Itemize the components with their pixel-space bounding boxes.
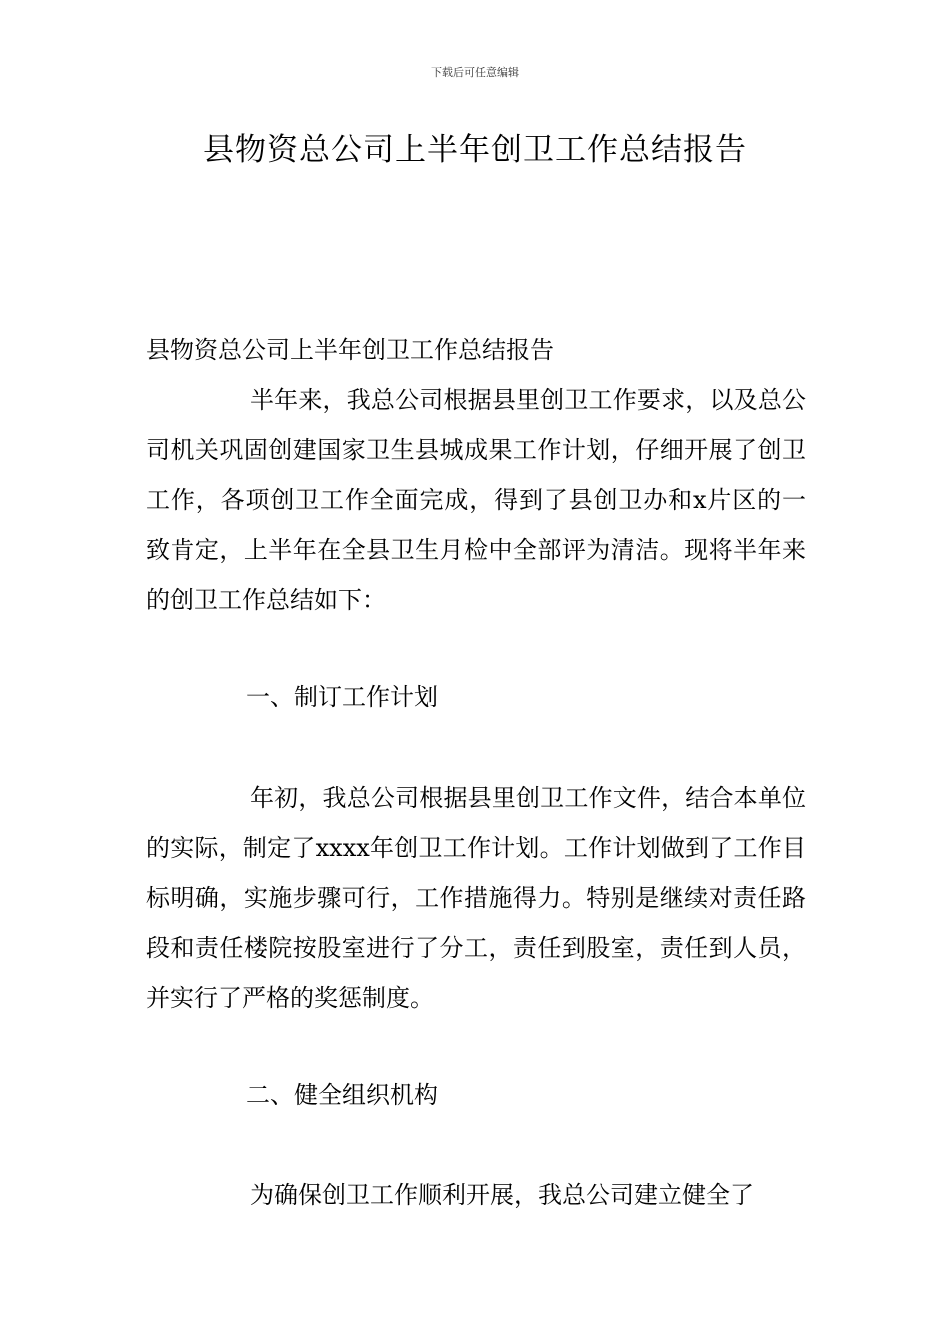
intro-paragraph: 半年来，我总公司根据县里创卫工作要求，以及总公司机关巩固创建国家卫生县城成果工作计划，仔细开展了创卫工作，各项创卫工作全面完成，得到了县创卫办和x片区的一致肯定，上半年在全县卫生月检中全部评为清洁。现将半年来的创卫工作总结如下： bbox=[146, 386, 806, 614]
section-2-paragraph: 为确保创卫工作顺利开展，我总公司建立健全了 bbox=[250, 1181, 754, 1209]
section-heading-1: 一、制订工作计划 bbox=[246, 683, 438, 711]
header-note: 下载后可任意编辑 bbox=[431, 66, 519, 79]
document-title: 县物资总公司上半年创卫工作总结报告 bbox=[203, 132, 747, 168]
subtitle: 县物资总公司上半年创卫工作总结报告 bbox=[146, 336, 554, 364]
section-1-paragraph: 年初，我总公司根据县里创卫工作文件，结合本单位的实际，制定了xxxx年创卫工作计划。工作计划做到了工作目标明确，实施步骤可行，工作措施得力。特别是继续对责任路段和责任楼院按股室进行了分工，责任到股室，责任到人员，并实行了严格的奖惩制度。 bbox=[146, 784, 806, 1012]
section-heading-2: 二、健全组织机构 bbox=[246, 1081, 438, 1109]
